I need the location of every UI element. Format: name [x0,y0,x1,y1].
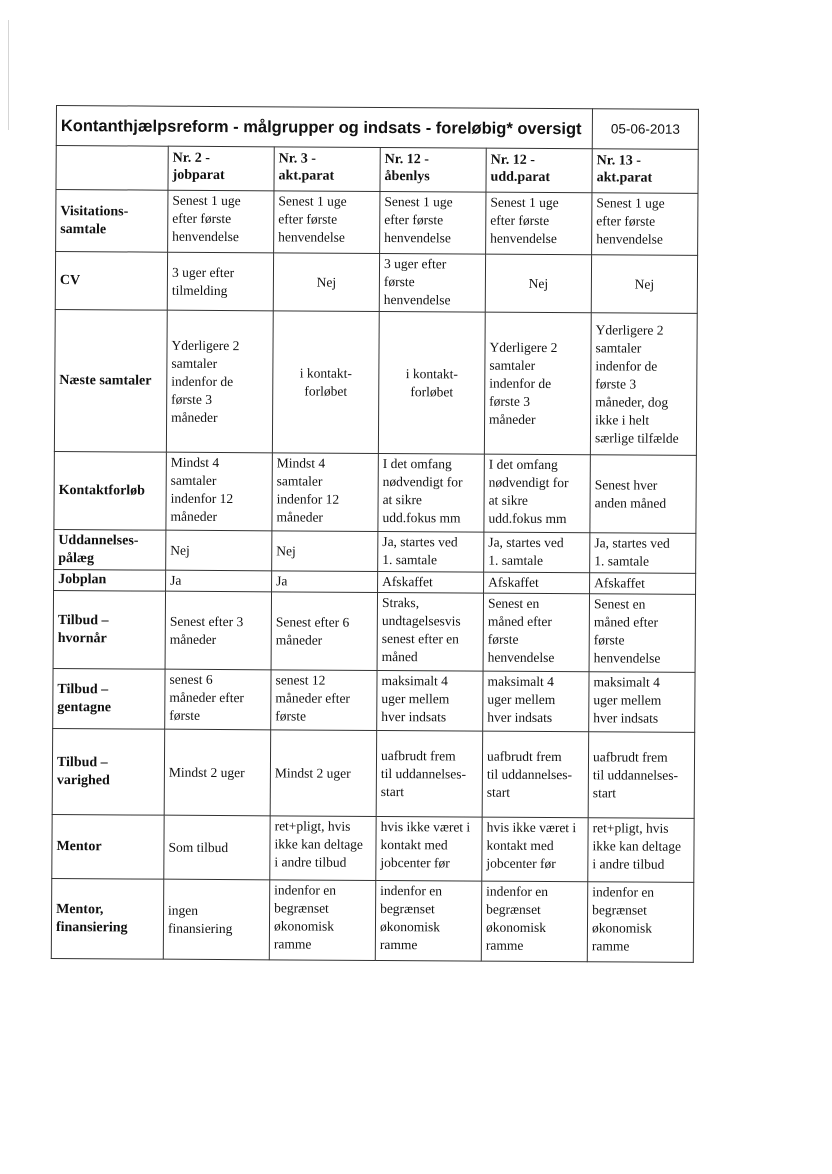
table-row [53,590,695,672]
table-cell: senest 6 måneder efter første [165,669,271,730]
table-row [54,451,696,533]
table-cell: Yderligere 2 samtaler indenfor de første 3 måneder, dog ikke i helt særlige tilfælde [590,313,697,456]
table-row [56,190,698,256]
row-label: Jobplan [54,569,166,591]
table-cell: Yderligere 2 samtaler indenfor de første 3 måneder [166,310,273,453]
column-header-row [56,146,698,194]
table-cell: 3 uger efter tilmelding [167,252,273,311]
table-cell: maksimalt 4 uger mellem hver indsats [589,672,695,733]
table-cell: i kontakt- forløbet [378,311,485,454]
table-row [55,252,697,314]
table-cell: Ja [166,570,272,592]
table-cell: Nej [166,530,272,571]
table-cell: Som tilbud [164,815,270,880]
column-header: Nr. 3 - akt.parat [274,147,380,192]
table-cell: indenfor en begrænset økonomisk ramme [481,881,588,962]
table-cell: Nej [273,253,379,312]
document-date: 05-06-2013 [592,109,698,150]
table-cell: ret+pligt, hvis ikke kan deltage i andre tilbud [588,818,694,883]
table-cell: indenfor en begrænset økonomisk ramme [269,880,375,961]
table-cell: maksimalt 4 uger mellem hver indsats [483,671,589,732]
table-row [51,878,694,962]
table-cell: I det omfang nødvendigt for at sikre udd.fokus mm [378,453,484,532]
table-cell: Afskaffet [484,572,590,594]
table-cell: Mindst 4 samtaler indenfor 12 måneder [272,453,378,532]
table-cell: uafbrudt frem til uddannelses- start [482,731,589,818]
table-cell: Mindst 4 samtaler indenfor 12 måneder [166,452,272,531]
table-row [52,728,695,818]
table-cell: ingen finansiering [163,879,269,960]
table-cell: Senest 1 uge efter første henvendelse [592,193,698,256]
table-cell: ret+pligt, hvis ikke kan deltage i andre tilbud [270,816,376,881]
table-cell: Senest 1 uge efter første henvendelse [274,191,380,254]
table-cell: Senest efter 3 måneder [165,591,271,670]
column-header: Nr. 12 - udd.parat [486,148,592,193]
column-header: Nr. 13 - akt.parat [592,149,698,194]
row-label: Kontaktforløb [54,451,166,530]
row-label: Næste samtaler [54,309,167,452]
table-cell: 3 uger efter første henvendelse [379,253,485,312]
row-label: Tilbud – varighed [52,728,165,815]
row-label: Visitations- samtale [56,190,168,253]
table-cell: indenfor en begrænset økonomisk ramme [587,882,693,963]
row-label: Mentor [52,814,164,879]
table-cell: Yderligere 2 samtaler indenfor de første 3 måneder [484,312,591,455]
table-cell: Nej [272,531,378,572]
overview-document [51,105,698,963]
table-row [52,814,694,882]
table-cell: Senest 1 uge efter første henvendelse [486,192,592,255]
table-cell: senest 12 måneder efter første [271,670,377,731]
table-cell: Ja, startes ved 1. samtale [484,532,590,573]
row-label: CV [55,252,167,311]
table-row [54,309,697,455]
table-cell: Senest hver anden måned [590,455,696,534]
table-cell: Senest en måned efter første henvendelse [589,594,695,673]
overview-table [51,105,699,963]
table-cell: Senest 1 uge efter første henvendelse [380,191,486,254]
table-cell: maksimalt 4 uger mellem hver indsats [377,670,483,731]
table-cell: Afskaffet [590,573,696,595]
scan-margin-line [8,20,9,130]
title-row [56,106,698,150]
row-label: Uddannelses- pålæg [54,529,166,570]
table-cell: Senest en måned efter første henvendelse [483,593,590,672]
table-cell: Mindst 2 uger [164,729,271,816]
table-row [53,668,695,732]
table-cell: hvis ikke været i kontakt med jobcenter før [482,817,588,882]
table-cell: Ja, startes ved 1. samtale [378,531,484,572]
document-title: Kontanthjælpsreform - målgrupper og indsats - foreløbig* oversigt [56,106,592,149]
row-label: Tilbud – hvornår [53,590,165,669]
table-cell: uafbrudt frem til uddannelses- start [376,730,483,817]
table-cell: Nej [485,254,591,313]
row-label: Tilbud – gentagne [53,668,165,729]
table-row [54,529,696,573]
row-label: Mentor, finansiering [51,878,163,959]
table-cell: Straks, undtagelsesvis senest efter en måned [377,592,483,671]
table-cell: Nej [591,255,697,314]
table-cell: Ja [272,571,378,593]
table-cell: Afskaffet [378,571,484,593]
corner-cell [56,146,168,191]
table-cell: i kontakt- forløbet [272,311,379,454]
table-cell: Senest efter 6 måneder [271,592,377,671]
table-cell: hvis ikke været i kontakt med jobcenter før [376,816,482,881]
table-cell: Ja, startes ved 1. samtale [590,533,696,574]
column-header: Nr. 12 - åbenlys [380,147,486,192]
table-cell: Mindst 2 uger [270,730,377,817]
table-cell: uafbrudt frem til uddannelses- start [588,732,695,819]
table-cell: indenfor en begrænset økonomisk ramme [375,880,481,961]
column-header: Nr. 2 - jobparat [168,146,274,191]
table-cell: Senest 1 uge efter første henvendelse [168,190,274,253]
table-cell: I det omfang nødvendigt for at sikre udd.fokus mm [484,454,591,533]
